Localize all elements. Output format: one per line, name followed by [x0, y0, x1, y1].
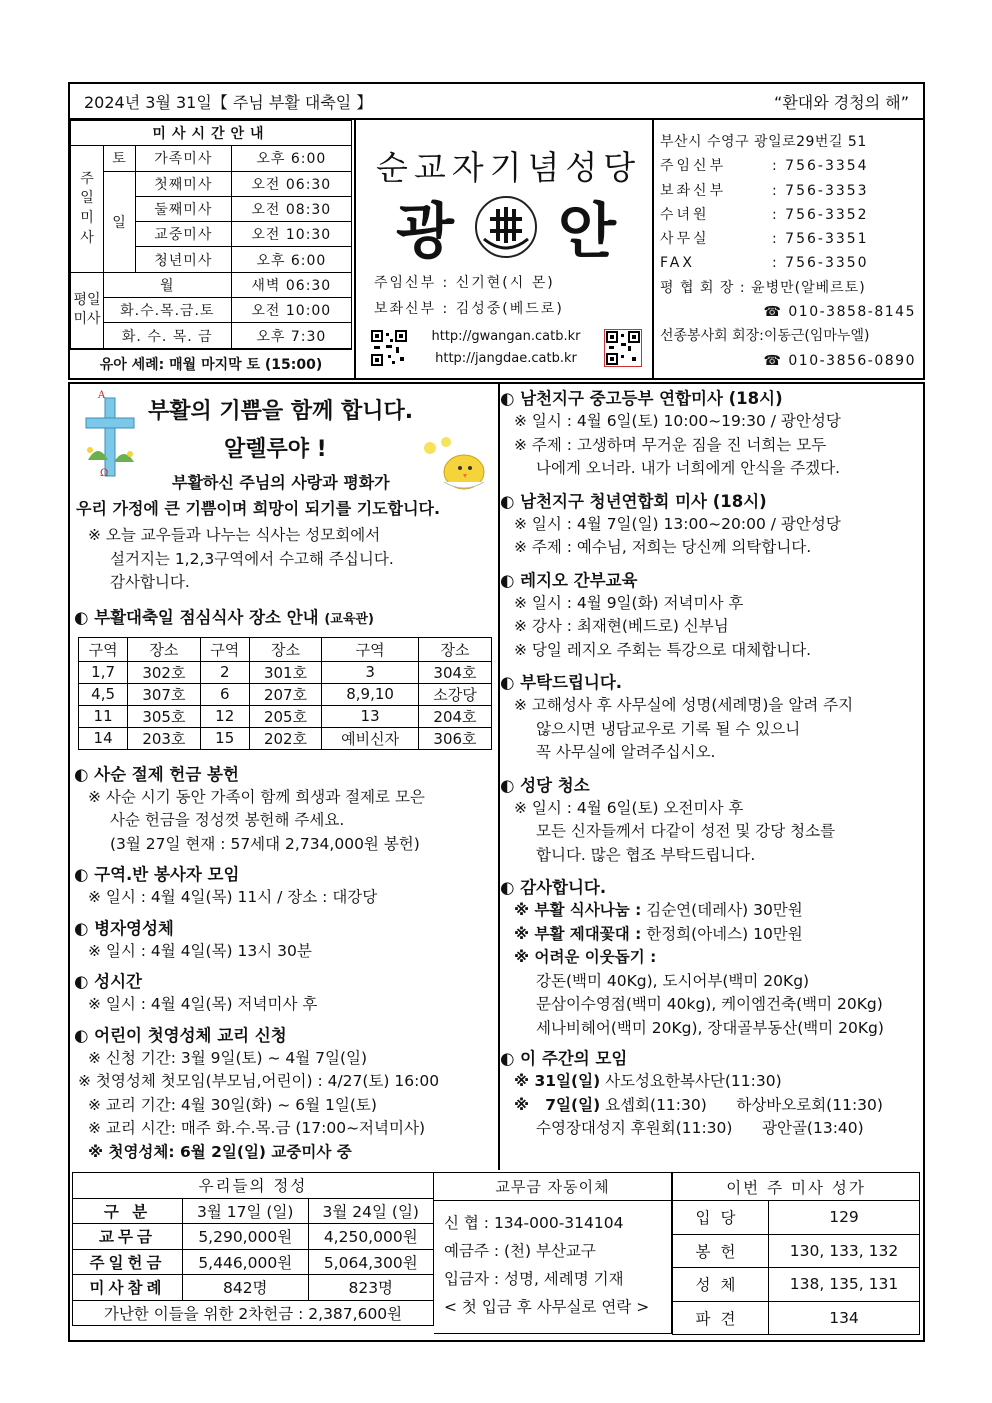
church-title-left: 광 [396, 197, 454, 267]
website-links [432, 326, 581, 370]
year-motto: “환대와 경청의 해” [774, 92, 909, 112]
section-line: ※ 일시 : 4월 4일(목) 11시 / 장소 : 대강당 [88, 888, 378, 906]
section-line: (3월 27일 현재 : 57세대 2,734,000원 봉헌) [110, 834, 420, 853]
note-line: ※ 오늘 교우들과 나누는 식사는 성모회에서 [88, 526, 381, 544]
svg-text:A: A [98, 390, 106, 401]
section-title: ◐ 성시간 [74, 972, 142, 991]
section-title: ◐ 남천지구 청년연합회 미사 (18시) [500, 491, 767, 511]
table-row: 주일헌금 5,446,000원 5,064,300원 [73, 1249, 434, 1275]
mass-name: 교중미사 [136, 222, 232, 247]
section-line: 꼭 사무실에 알려주십시오. [536, 743, 716, 761]
banner-line: 부활하신 주님의 사랑과 평화가 [172, 473, 390, 492]
mass-time: 새벽 06:30 [231, 272, 351, 297]
section-title: ◐ 이 주간의 모임 [500, 1049, 628, 1068]
table-row: 1,7 302호 2 301호 3 304호 [79, 661, 492, 683]
infant-baptism-note: 유아 세례: 매월 마지막 토 (15:00) [70, 348, 352, 378]
section-line: 모든 신자들께서 다같이 성전 및 강당 청소를 [536, 822, 836, 840]
mass-time: 오후 6:00 [231, 146, 351, 171]
table-title: 이번 주 미사 성가 [673, 1173, 920, 1201]
section-title: ◐ 남천지구 중고등부 연합미사 (18시) [500, 389, 783, 408]
lunch-location-table [78, 637, 492, 750]
church-subtitle: 순교자기념성당 [376, 148, 642, 187]
section-line: ※ 일시 : 4월 7일(일) 13:00~20:00 / 광안성당 [514, 514, 841, 533]
weekday-mass-label: 평일미사 [71, 272, 104, 348]
offering-table [72, 1172, 434, 1326]
section-line: ※ 주제 : 예수님, 저희는 당신께 의탁합니다. [514, 538, 812, 556]
sunday-label: 일 [104, 171, 136, 272]
table-row: 교무금 5,290,000원 4,250,000원 [73, 1224, 434, 1250]
church-masthead [354, 120, 654, 378]
section-title: ◐ 감사합니다. [500, 878, 607, 897]
section-title: ◐ 구역.반 봉사자 모임 [74, 865, 240, 884]
website-link[interactable]: http://gwangan.catb.kr [431, 329, 581, 344]
pastor-line: 주임신부 : 신기현(시 몬) [374, 275, 555, 291]
table-header: 장소 [128, 637, 200, 661]
transfer-line: 입금자 : 성명, 세례명 기재 [444, 1270, 624, 1288]
council-president: 평 협 회 장 : 윤병만(알베르토) [660, 279, 866, 296]
sunday-mass-label: 주일미사 [71, 146, 104, 272]
mass-schedule-title: 미사시간안내 [71, 121, 352, 146]
mass-schedule-table [70, 120, 352, 349]
funeral-service-president: 선종봉사회 회장:이동근(임마누엘) [660, 328, 870, 345]
second-collection: 가난한 이들을 위한 2차헌금 : 2,387,600원 [73, 1300, 434, 1326]
mass-name: 화. 수. 목. 금 [104, 323, 232, 348]
bottom-section [68, 1170, 925, 1342]
date-line: 2024년 3월 31일【 주님 부활 대축일 】 [84, 92, 373, 112]
contact-row: FAX : 756-3350 [660, 255, 869, 272]
mass-time: 오전 10:30 [231, 222, 351, 247]
section-line: ※ 첫영성체: 6월 2일(일) 교중미사 중 [88, 1142, 352, 1161]
priests-list [374, 270, 564, 322]
contact-info [660, 130, 922, 373]
auto-transfer-box [434, 1172, 672, 1334]
section-line: ※ 일시 : 4월 4일(목) 저녁미사 후 [88, 995, 318, 1013]
mass-time: 오전 06:30 [231, 171, 351, 196]
section-title: ◐ 어린이 첫영성체 교리 신청 [74, 1025, 287, 1045]
section-title: ◐ 병자영성체 [74, 918, 174, 938]
section-line: 사순 헌금을 정성껏 봉헌해 주세요. [110, 811, 345, 829]
contact-row: 보좌신부 : 756-3353 [660, 182, 869, 199]
mass-time: 오후 7:30 [231, 323, 351, 348]
section-title: ◐ 성당 청소 [500, 775, 590, 795]
section-title: ◐ 부활대축일 점심식사 장소 안내 (교육관) [74, 607, 374, 627]
section-title: ◐ 부탁드립니다. [500, 673, 623, 692]
banner-line: 알렐루야 ! [224, 437, 327, 462]
section-line: ※ 7일(일) 요셉회(11:30) 하상바오로회(11:30) [514, 1095, 883, 1114]
right-column [500, 384, 924, 1141]
section-title: ◐ 레지오 간부교육 [500, 570, 638, 590]
section-line: ※ 어려운 이웃돕기 : [514, 948, 657, 966]
section-line: 합니다. 많은 협조 부탁드립니다. [536, 845, 756, 864]
contact-row: 수녀원 : 756-3352 [660, 206, 869, 223]
left-column [74, 384, 496, 1164]
section-line: ※ 부활 제대꽃대 : 한정희(아네스) 10만원 [514, 924, 803, 943]
mass-time: 오후 6:00 [231, 247, 351, 272]
section-line: 문삼이수영점(백미 40kg), 케이엠건축(백미 20Kg) [536, 995, 883, 1013]
phone-number: ☎ 010-3858-8145 [763, 304, 916, 321]
table-header: 장소 [249, 637, 321, 661]
table-row: 성체 138, 135, 131 [673, 1268, 920, 1302]
note-line: 감사합니다. [110, 573, 190, 591]
bulletin-header [68, 82, 925, 120]
saturday-label: 토 [104, 146, 136, 171]
section-line: ※ 주제 : 고생하며 무거운 짐을 진 너희는 모두 [514, 435, 827, 454]
table-header: 3월 17일 (일) [183, 1198, 309, 1224]
table-header: 3월 24일 (일) [308, 1198, 434, 1224]
mass-name: 청년미사 [136, 247, 232, 272]
mass-name: 가족미사 [136, 146, 232, 171]
note-line: 설거지는 1,2,3구역에서 수고해 주십니다. [110, 549, 394, 568]
table-title: 교무금 자동이체 [434, 1173, 671, 1201]
section-line: 강돈(백미 40Kg), 도시어부(백미 20Kg) [536, 971, 810, 990]
contact-row: 주임신부 : 756-3354 [660, 158, 869, 175]
transfer-line: 예금주 : (천) 부산교구 [444, 1242, 596, 1260]
table-row: 11 305호 12 205호 13 204호 [79, 705, 492, 727]
table-row: 4,5 307호 6 207호 8,9,10 소강당 [79, 683, 492, 705]
phone-number: ☎ 010-3856-0890 [763, 352, 916, 369]
table-row: 미사참례 842명 823명 [73, 1275, 434, 1301]
qr-code-icon[interactable] [370, 329, 408, 367]
mass-name: 월 [104, 272, 232, 297]
easter-chick-icon [420, 436, 490, 492]
mass-time: 오전 10:00 [231, 298, 351, 323]
table-header: 구역 [322, 637, 419, 661]
jubilee-emblem-icon [474, 195, 538, 259]
section-line: ※ 부활 식사나눔 : 김순연(데레사) 30만원 [514, 901, 803, 919]
mass-name: 화.수.목.금.토 [104, 298, 232, 323]
section-line: ※ 강사 : 최재현(베드로) 신부님 [514, 617, 729, 635]
section-line: 수영장대성지 후원회(11:30) 광안골(13:40) [536, 1119, 864, 1137]
assistant-line: 보좌신부 : 김성중(베드로) [374, 301, 564, 317]
banner-line: 부활의 기쁨을 함께 합니다. [148, 399, 414, 424]
section-line: ※ 교리 시간: 매주 화.수.목.금 (17:00~저녁미사) [88, 1119, 425, 1137]
section-line: ※ 사순 시기 동안 가족이 함께 희생과 절제로 모은 [88, 787, 425, 806]
table-row: 파견 134 [673, 1301, 920, 1335]
section-line: 나에게 오너라. 내가 너희에게 안식을 주겠다. [536, 459, 841, 477]
section-line: 세나비헤어(백미 20Kg), 장대골부동산(백미 20Kg) [536, 1018, 884, 1037]
easter-banner [74, 384, 496, 516]
contact-row: 사무실 : 756-3351 [660, 231, 869, 248]
table-header: 구 분 [73, 1198, 183, 1224]
qr-row [370, 326, 642, 370]
banner-line: 우리 가정에 큰 기쁨이며 희망이 되기를 기도합니다. [76, 499, 441, 518]
hymn-table [672, 1172, 920, 1335]
church-title [396, 184, 616, 270]
section-line: 않으시면 냉담교우로 기록 될 수 있으니 [536, 719, 801, 738]
section-line: ※ 일시 : 4월 6일(토) 오전미사 후 [514, 798, 744, 817]
easter-cross-icon [78, 390, 140, 478]
table-row: 14 203호 15 202호 예비신자 306호 [79, 727, 492, 749]
section-line: ※ 일시 : 4월 9일(화) 저녁미사 후 [514, 593, 744, 612]
address: 부산시 수영구 광일로29번길 51 [660, 134, 867, 150]
table-header: 구역 [79, 637, 128, 661]
mass-name: 둘째미사 [136, 196, 232, 221]
mass-time: 오전 08:30 [231, 196, 351, 221]
section-line: ※ 신청 기간: 3월 9일(토) ~ 4월 7일(일) [88, 1048, 368, 1067]
transfer-line: < 첫 입금 후 사무실로 연락 > [444, 1298, 650, 1316]
section-line: ※ 일시 : 4월 4일(목) 13시 30분 [88, 941, 312, 960]
section-line: ※ 첫영성체 첫모임(부모님,어린이) : 4/27(토) 16:00 [78, 1072, 440, 1090]
table-row: 봉헌 130, 133, 132 [673, 1234, 920, 1268]
qr-code-icon[interactable] [604, 329, 642, 367]
masthead [68, 118, 925, 380]
section-line: ※ 일시 : 4월 6일(토) 10:00~19:30 / 광안성당 [514, 412, 841, 430]
table-row: 입당 129 [673, 1201, 920, 1235]
table-header: 장소 [418, 637, 491, 661]
section-line: ※ 당일 레지오 주회는 특강으로 대체합니다. [514, 640, 812, 659]
section-title: ◐ 사순 절제 헌금 봉헌 [74, 764, 239, 784]
mass-name: 첫째미사 [136, 171, 232, 196]
website-link[interactable]: http://jangdae.catb.kr [435, 351, 577, 366]
section-line: ※ 고해성사 후 사무실에 성명(세례명)을 알려 주지 [514, 696, 854, 714]
table-title: 우리들의 정성 [73, 1173, 434, 1199]
section-line: ※ 교리 기간: 4월 30일(화) ~ 6월 1일(토) [88, 1095, 377, 1114]
transfer-line: 신 협 : 134-000-314104 [444, 1214, 624, 1232]
table-header: 구역 [200, 637, 249, 661]
section-line: ※ 31일(일) 사도성요한복사단(11:30) [514, 1072, 782, 1090]
church-title-right: 안 [558, 197, 616, 267]
svg-text:Ω: Ω [100, 468, 109, 478]
